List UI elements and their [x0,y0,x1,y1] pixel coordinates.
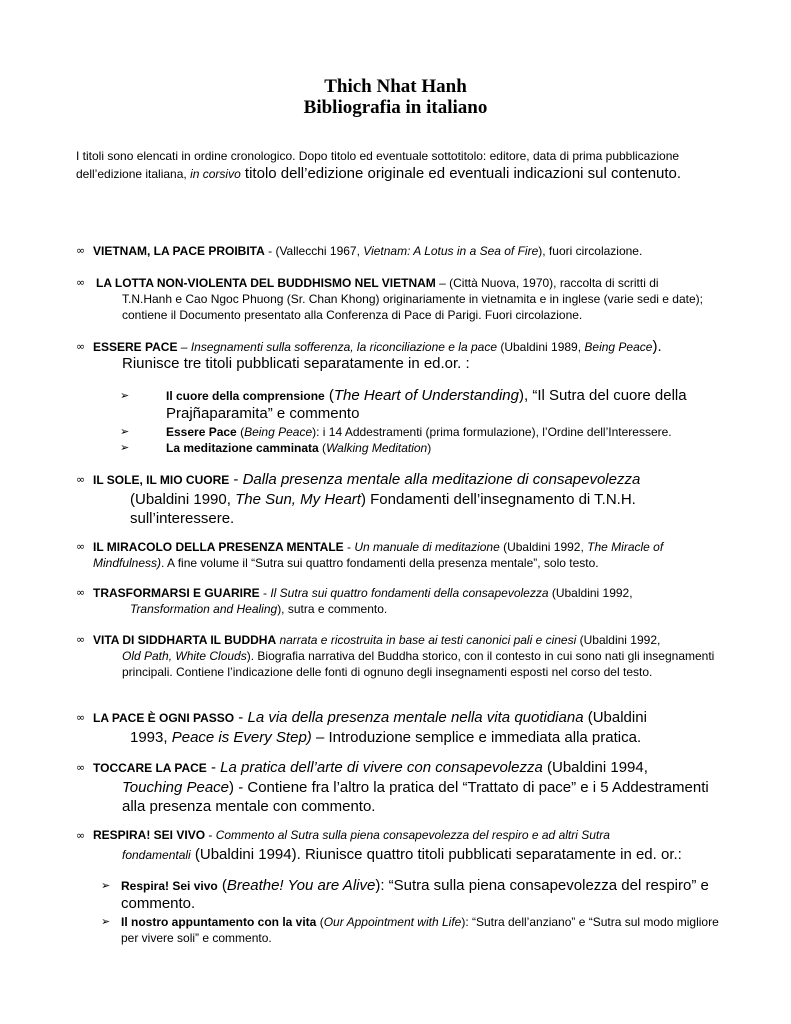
entry-subtitle: Un manuale di meditazione [354,540,500,554]
intro-paragraph [76,148,736,183]
intro-italic: in corsivo [190,167,241,181]
entry-title: VITA DI SIDDHARTA IL BUDDHA [93,633,277,647]
document-subtitle: Bibliografia in italiano [303,97,488,118]
intro-text-end: titolo dell’edizione originale ed eventuali indicazioni sul contenuto. [240,165,682,182]
entry-title: RESPIRA! SEI VIVO [93,828,206,842]
entry-title: ESSERE PACE [93,340,178,354]
entry-description: (Ubaldini 1990, The Sun, My Heart) Fondamenti dell’insegnamento di T.N.H. sull’interessere. [130,491,636,527]
sub-item: ➢ Il nostro appuntamento con la vita (Our Appointment with Life): “Sutra dell’anziano” e “Sutra sul modo migliore per vivere soli” e commento. [101,915,719,945]
arrow-bullet-icon: ➢ [120,441,130,454]
infinity-bullet-icon: ∞ [76,633,86,646]
original-title: Touching Peace [122,779,230,796]
entry-title: IL SOLE, IL MIO CUORE [93,473,230,487]
infinity-bullet-icon: ∞ [76,761,86,774]
infinity-bullet-icon: ∞ [76,473,86,486]
original-title: The Miracle of Mindfulness) [93,540,664,570]
infinity-bullet-icon: ∞ [76,829,86,842]
original-title: Old Path, White Clouds [122,649,247,663]
entry-description: Old Path, White Clouds). Biografia narrativa del Buddha storico, con il contesto in cui sono nati gli insegnamenti principali. Contiene l’indicazione delle fonti di ognuno degli insegnamenti esposti nel corso del testo. [122,649,715,679]
infinity-bullet-icon: ∞ [76,276,86,289]
infinity-bullet-icon: ∞ [76,244,86,257]
bibliography-entry: ∞ IL MIRACOLO DELLA PRESENZA MENTALE - Un manuale di meditazione (Ubaldini 1992, The Miracle of Mindfulness). A fine volume il “Sutra sui quattro fondamenti della presenza mentale”, solo testo. [76,540,664,570]
bibliography-entry: ∞ VITA DI SIDDHARTA IL BUDDHA narrata e ricostruita in base ai testi canonici pali e cinesi (Ubaldini 1992, Old Path, White Clouds). Biografia narrativa del Buddha storico, con il contesto in cui sono nati gli insegnamenti principali. Contiene l’indicazione delle fonti di ognuno degli insegnamenti esposti nel corso del testo. [76,632,726,680]
arrow-bullet-icon: ➢ [101,879,111,892]
entry-description: Touching Peace) - Contiene fra l’altro la pratica del “Trattato di pace” e i 5 Addestramenti alla presenza mentale con commento. [122,779,709,815]
sub-item: ➢ Il cuore della comprensione (The Heart of Understanding), “Il Sutra del cuore della Prajñaparamita” e commento [120,387,687,422]
sub-item: ➢ Essere Pace (Being Peace): i 14 Addestramenti (prima formulazione), l’Ordine dell’Interessere. [120,425,672,439]
entry-description: T.N.Hanh e Cao Ngoc Phuong (Sr. Chan Khong) originariamente in vietnamita e in inglese (varie sedi e date); contiene il Documento presentato alla Conferenza di Pace di Parigi. Fuori circolazione. [122,292,703,322]
entry-subtitle: La via della presenza mentale nella vita quotidiana [247,709,584,726]
entry-description: Riunisce tre titoli pubblicati separatamente in ed.or. : [122,355,470,372]
infinity-bullet-icon: ∞ [76,711,86,724]
entry-subtitle: Il Sutra sui quattro fondamenti della consapevolezza [270,586,549,600]
bibliography-entry: ∞ IL SOLE, IL MIO CUORE - Dalla presenza mentale alla meditazione di consapevolezza (Ubaldini 1990, The Sun, My Heart) Fondamenti dell’insegnamento di T.N.H. sull’interessere. [76,470,726,528]
arrow-bullet-icon: ➢ [120,425,130,438]
entry-description: Transformation and Healing), sutra e commento. [130,602,388,616]
sub-item: ➢ La meditazione camminata (Walking Meditation) [120,441,432,455]
infinity-bullet-icon: ∞ [76,586,86,599]
entry-title: LA PACE È OGNI PASSO [93,711,235,725]
original-title: Peace is Every Step) [171,729,312,746]
original-title: Being Peace [584,340,653,354]
bibliography-entry: ∞ LA LOTTA NON-VIOLENTA DEL BUDDHISMO NEL VIETNAM – (Città Nuova, 1970), raccolta di scritti di T.N.Hanh e Cao Ngoc Phuong (Sr. Chan Khong) originariamente in vietnamita e in inglese (varie sedi e date); contiene il Documento presentato alla Conferenza di Pace di Parigi. Fuori circolazione. [76,275,726,323]
original-title: The Sun, My Heart [235,491,361,508]
infinity-bullet-icon: ∞ [76,340,86,353]
entry-title: TOCCARE LA PACE [93,761,207,775]
entry-subtitle: Commento al Sutra sulla piena consapevolezza del respiro e ad altri Sutra [215,828,610,842]
entry-subtitle: Dalla presenza mentale alla meditazione di consapevolezza [242,471,641,488]
original-title: Vietnam: A Lotus in a Sea of Fire [363,244,539,258]
bibliography-entry: ∞ TRASFORMARSI E GUARIRE - Il Sutra sui quattro fondamenti della consapevolezza (Ubaldini 1992, Transformation and Healing), sutra e commento. [76,585,726,617]
arrow-bullet-icon: ➢ [101,915,111,928]
entry-title: TRASFORMARSI E GUARIRE [93,586,260,600]
bibliography-entry: ∞ LA PACE È OGNI PASSO - La via della presenza mentale nella vita quotidiana (Ubaldini 1993, Peace is Every Step) – Introduzione semplice e immediata alla pratica. [76,708,726,747]
intro-text: I titoli sono elencati in ordine cronologico. Dopo titolo ed eventuale sottotitolo: editore, data di prima pubblicazione dell’edizione italiana, [76,149,680,181]
document-title: Thich Nhat Hanh [324,76,467,97]
entry-description: fondamentali (Ubaldini 1994). Riunisce quattro titoli pubblicati separatamente in ed. or.: [122,846,682,863]
bibliography-entry: ∞ RESPIRA! SEI VIVO - Commento al Sutra sulla piena consapevolezza del respiro e ad altri Sutra fondamentali (Ubaldini 1994). Riunisce quattro titoli pubblicati separatamente in ed. or.: [76,826,726,865]
entry-title: IL MIRACOLO DELLA PRESENZA MENTALE [93,540,344,554]
original-title: Transformation and Healing [130,602,278,616]
bibliography-entry: ∞ ESSERE PACE – Insegnamenti sulla sofferenza, la riconciliazione e la pace (Ubaldini 1989, Being Peace). Riunisce tre titoli pubblicati separatamente in ed.or. : [76,339,726,373]
entry-subtitle: Insegnamenti sulla sofferenza, la riconciliazione e la pace [190,340,497,354]
sub-item: ➢ Respira! Sei vivo (Breathe! You are Alive): “Sutra sulla piena consapevolezza del respiro” e commento. [101,877,709,912]
infinity-bullet-icon: ∞ [76,540,86,553]
entry-subtitle: narrata e ricostruita in base ai testi canonici pali e cinesi [279,633,577,647]
bibliography-entry: ∞ TOCCARE LA PACE - La pratica dell’arte di vivere con consapevolezza (Ubaldini 1994, Touching Peace) - Contiene fra l’altro la pratica del “Trattato di pace” e i 5 Addestramenti alla presenza mentale con commento. [76,758,726,816]
bibliography-entry: ∞ VIETNAM, LA PACE PROIBITA - (Vallecchi 1967, Vietnam: A Lotus in a Sea of Fire), fuori circolazione. [76,244,643,258]
arrow-bullet-icon: ➢ [120,389,130,402]
entry-subtitle: La pratica dell’arte di vivere con consapevolezza [220,759,543,776]
entry-description: 1993, Peace is Every Step) – Introduzione semplice e immediata alla pratica. [130,729,642,746]
entry-title: LA LOTTA NON-VIOLENTA DEL BUDDHISMO NEL VIETNAM [96,276,436,290]
entry-title: VIETNAM, LA PACE PROIBITA [93,244,265,258]
